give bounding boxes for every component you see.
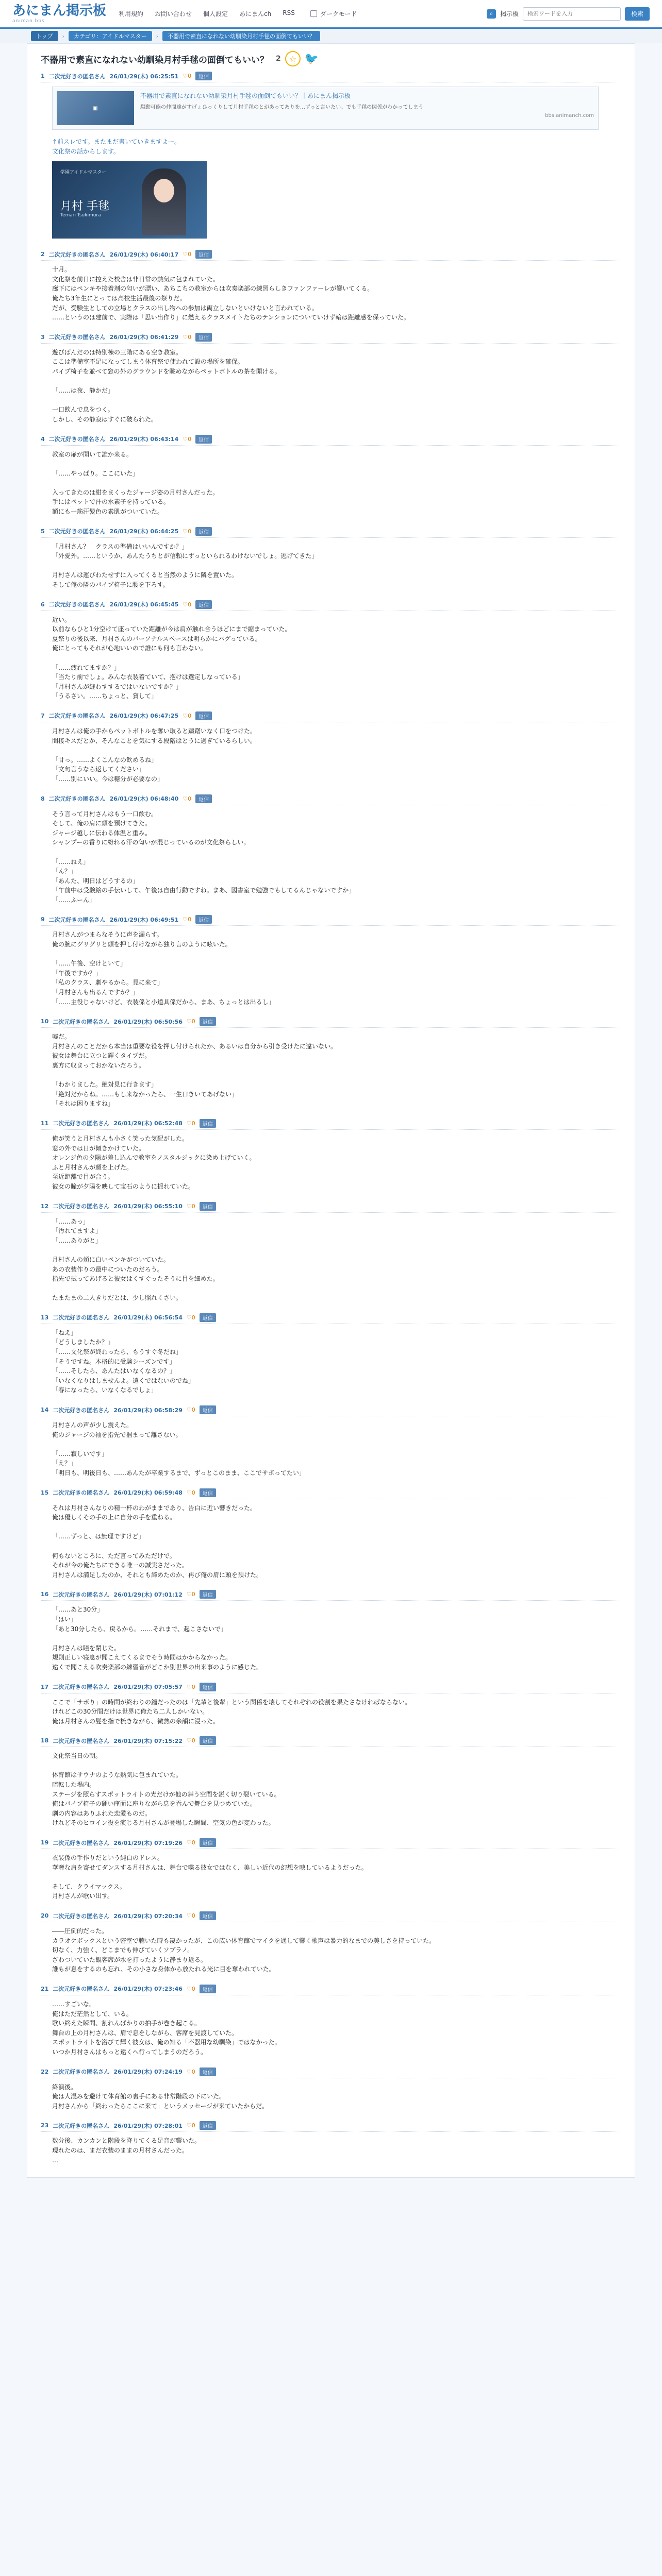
reply-button[interactable]: 返信 <box>195 527 212 536</box>
post-body: 遊びばんだのは特別棟の三階にある空き教室。 ここは準備室不足になってしまう体育祭で使われて設の場所を確保。 パイプ椅子を並べて窓の外のグラウンドを眺めながらペットボトルの茶を開ける。 「……は夜、静かだ」 一口飲んで息をつく。 しかし、その静寂はすぐに破られた。 <box>52 348 281 423</box>
post-number[interactable]: 20 <box>41 1912 49 1919</box>
vote-count[interactable]: ♡0 <box>186 1406 195 1414</box>
vote-value: 0 <box>188 601 192 608</box>
reply-button[interactable]: 返信 <box>200 1590 216 1599</box>
post-header <box>41 711 621 722</box>
vote-count[interactable]: ♡0 <box>186 1683 195 1690</box>
post-number[interactable]: 11 <box>41 1120 49 1127</box>
post-list <box>41 245 621 2170</box>
post <box>41 2062 621 2116</box>
search-button[interactable]: 検索 <box>625 7 650 21</box>
post-header <box>41 435 621 446</box>
nav-terms[interactable]: 利用規約 <box>119 10 144 18</box>
post <box>41 2116 621 2170</box>
post-header <box>41 1488 621 1499</box>
post-header <box>41 72 621 82</box>
search-scope-select[interactable]: 掲示板 <box>500 10 519 18</box>
post-date: 26/01/29(木) 06:50:56 <box>113 1018 183 1025</box>
link-description: 駆動可能の仲間達がすげぇひっくりして月村手毬のとがあってありを…ずっと言いたい。でも手毬の関係がわかってしまう <box>140 105 424 110</box>
vote-count[interactable]: ♡0 <box>186 2068 195 2075</box>
character-image[interactable] <box>52 161 207 239</box>
vote-count[interactable]: ♡0 <box>186 1314 195 1321</box>
reply-button[interactable]: 返信 <box>195 915 212 924</box>
post-body: 嘘だ。 月村さんのことだから本当は重要な役を押し付けられたか、あるいは自分から引き受けたに違いない。 彼女は舞台に立つと輝くタイプだ。 裏方に収まっておかないだろう。 「わかりました。絶対見に行きます」 「絶対だからね。……もし来なかったら、一生口きいてあげない」 「それは困りますね」 <box>52 1033 337 1108</box>
vote-value: 0 <box>191 1912 195 1919</box>
vote-value: 0 <box>191 1683 195 1690</box>
vote-value: 0 <box>191 1839 195 1846</box>
post <box>41 1114 621 1197</box>
post-date: 26/01/29(木) 06:40:17 <box>109 251 179 258</box>
post-header <box>41 1683 621 1693</box>
post <box>41 706 621 789</box>
post-number[interactable]: 22 <box>41 2068 49 2075</box>
poster-name: 二次元好きの匿名さん <box>48 436 106 443</box>
post-date: 26/01/29(木) 07:28:01 <box>113 2122 183 2129</box>
post-body: 文化祭当日の朝。 体育館はサウナのような熱気に包まれていた。 暗転した場内。 ステージを照らすスポットライトの光だけが他の舞う空間を鋭く切り裂いている。 俺はパイプ椅子の硬い座面に座りながら息を吞んで舞台を見つめていた。 劇の内容はありふれた恋愛ものだ。 けれどそのヒロイン役を演じる月村さんが登場した瞬間、空気の色が変わった。 <box>52 1752 280 1827</box>
post-number[interactable]: 15 <box>41 1489 49 1496</box>
post-date: 26/01/29(木) 06:45:45 <box>109 601 179 608</box>
poster-name: 二次元好きの匿名さん <box>53 1018 110 1025</box>
vote-count[interactable]: ♡0 <box>186 1489 195 1496</box>
vote-count[interactable]: ♡0 <box>186 1985 195 1992</box>
post-number[interactable]: 13 <box>41 1314 49 1321</box>
poster-name: 二次元好きの匿名さん <box>53 1912 110 1920</box>
post-date: 26/01/29(木) 06:55:10 <box>113 1203 183 1210</box>
reply-button[interactable]: 返信 <box>200 1911 216 1920</box>
post-date: 26/01/29(木) 06:43:14 <box>109 436 179 443</box>
poster-name: 二次元好きの匿名さん <box>48 601 106 608</box>
post <box>41 328 621 430</box>
post <box>41 1731 621 1833</box>
post-header <box>41 250 621 261</box>
post-number[interactable]: 4 <box>41 435 45 443</box>
post-body: 数分後、カンカンと階段を降りてくる足音が響いた。 現れたのは、まだ衣装のままの月村さんだった。 … <box>52 2137 201 2164</box>
breadcrumb-thread[interactable]: 不器用で素直になれない幼馴染月村手毬の面倒てもいい？ <box>162 31 320 41</box>
vote-value: 0 <box>188 528 192 535</box>
post-body: 「ねえ」 「どうしましたか？」 「……文化祭が終わったら、もうすぐ冬だね」 「そうですね。本格的に受験シーズンです」 「……そしたら、あんたはいなくなるの？」 「いなくなりはしませんよ。遠くではないのでね」 「春になったら、いなくなるでしょ」 <box>52 1329 195 1394</box>
vote-value: 0 <box>188 73 192 79</box>
post-body: 近い。 以前ならひと1分空けて座っていた距離が今は肩が触れ合うほどにまで縮まっていた。 夏祭りの後以来、月村さんのパーソナルスペースは明らかにバグっている。 俺にとってもそれが心地いいので誰にも何も言わない。 「……疲れてますか？」 「当たり前でしょ。みんな衣装着ていて、抱けは選定しなっている」 「月村さんが縫わすするではいないですか？」 「うるさい。……ちょっと、貸して」 <box>52 616 291 700</box>
post-body: 「……あと30分」 「はい」 「あと30分したら、戻るから。……それまで、起こさないで」 月村さんは瞳を閉じた。 規則正しい寝息が聞こえてくるまでそう時間はかからなかった。 遠くで聞こえる吹奏楽部の練習音がどこか別世界の出来事のように感じた。 <box>52 1606 263 1671</box>
twitter-icon[interactable]: 🐦 <box>304 52 319 65</box>
star-icon[interactable]: ☆ <box>285 51 301 66</box>
post-date: 26/01/29(木) 07:24:19 <box>113 2069 183 2076</box>
post-date: 26/01/29(木) 06:44:25 <box>109 528 179 535</box>
post <box>41 595 621 706</box>
vote-count[interactable]: ♡0 <box>183 528 192 535</box>
poster-name: 二次元好きの匿名さん <box>48 251 106 258</box>
poster-name: 二次元好きの匿名さん <box>48 795 106 803</box>
post-header <box>41 1985 621 1995</box>
vote-value: 0 <box>191 1018 195 1025</box>
post-body: 十月。 文化祭を前日に控えた校舎は非日常の熱気に包まれていた。 廊下にはペンキや接着剤の匂いが漂い、あちこちの教室からは吹奏楽部の練習らしきファンファーレが響いてくる。 俺たち3年生にとっては高校生活最後の祭りだ。 だが、受験生としての立場とクラスの出し物への参加は両立しないといけないと言われている。 ……というのは建前で、実際は「思い出作り」に燃えるクラスメイトたちのテンションについていけず輪は距離感を保っていた。 <box>52 266 410 321</box>
post-number[interactable]: 9 <box>41 916 45 923</box>
nav-rss[interactable]: RSS <box>283 9 295 16</box>
breadcrumb <box>0 29 662 43</box>
post <box>41 245 621 328</box>
post-number[interactable]: 17 <box>41 1683 49 1690</box>
post-header <box>41 2121 621 2132</box>
post <box>41 789 621 910</box>
vote-count[interactable]: ♡0 <box>186 2122 195 2129</box>
post-date: 26/01/29(木) 06:58:29 <box>113 1406 183 1414</box>
vote-count[interactable]: ♡0 <box>186 1202 195 1210</box>
thread-container <box>27 43 635 2178</box>
post-header <box>41 333 621 344</box>
reply-button[interactable]: 返信 <box>195 250 212 259</box>
post <box>41 1483 621 1585</box>
post <box>41 1400 621 1483</box>
poster-name: 二次元好きの匿名さん <box>48 713 106 720</box>
post-header <box>41 1313 621 1324</box>
post <box>41 1906 621 1979</box>
post-number[interactable]: 8 <box>41 795 45 802</box>
post <box>41 1677 621 1732</box>
poster-name: 二次元好きの匿名さん <box>48 916 106 923</box>
reply-button[interactable]: 返信 <box>200 1683 216 1691</box>
post-header <box>41 600 621 611</box>
post-date: 26/01/29(木) 07:20:34 <box>113 1912 183 1920</box>
post-number[interactable]: 16 <box>41 1591 49 1598</box>
site-header <box>0 0 662 29</box>
chevron-right-icon: › <box>156 32 159 40</box>
post-number[interactable]: 10 <box>41 1018 49 1025</box>
link-domain: bbs.animanch.com <box>545 113 594 118</box>
search-bar <box>487 7 650 21</box>
post-header <box>41 1590 621 1601</box>
reply-button[interactable]: 返信 <box>200 1838 216 1847</box>
reply-button[interactable]: 返信 <box>200 1313 216 1322</box>
vote-value: 0 <box>191 2122 195 2129</box>
link-title[interactable]: 不器用で素直になれない幼馴染月村手毬の面倒てもいい？｜あにまん掲示板 <box>140 92 351 99</box>
post-number[interactable]: 12 <box>41 1202 49 1210</box>
poster-name: 二次元好きの匿名さん <box>53 2069 110 2076</box>
vote-count[interactable]: ♡0 <box>183 712 192 719</box>
poster-name: 二次元好きの匿名さん <box>53 1591 110 1598</box>
vote-count[interactable]: ♡0 <box>186 1737 195 1744</box>
logo-text: あにまん掲示板 <box>12 3 107 19</box>
nav-settings[interactable]: 個人設定 <box>203 10 228 18</box>
post-body: 「……あっ」 「汚れてますよ」 「……ありがと」 月村さんの頬に白いペンキがついていた。 あの衣装作りの最中についたのだろう。 指先で拭ってあげると彼女はくすぐったそうに目を細めた。 たまたまの二人きりだとは、少し照れくさい。 <box>52 1217 219 1302</box>
post-date: 26/01/29(木) 06:48:40 <box>109 795 179 803</box>
post-op <box>41 66 621 239</box>
post-date: 26/01/29(木) 06:52:48 <box>113 1120 183 1127</box>
link-card[interactable] <box>52 87 599 130</box>
post-date: 26/01/29(木) 07:15:22 <box>113 1737 183 1744</box>
vote-value: 0 <box>191 1985 195 1992</box>
vote-count[interactable]: ♡0 <box>183 601 192 608</box>
vote-value: 0 <box>191 1737 195 1744</box>
post-date: 26/01/29(木) 07:19:26 <box>113 1839 183 1846</box>
post-body: 月村さんの声が少し震えた。 俺のジャージの袖を指先で掴まって離さない。 「……寂しいです」 「え？」 「明日も、明後日も、……あんたが卒業するまで、ずっとこのまま、ここでサボってたい」 <box>52 1421 305 1477</box>
post-header <box>41 1405 621 1416</box>
vote-count[interactable]: ♡0 <box>183 73 192 79</box>
post <box>41 1585 621 1677</box>
reply-button[interactable]: 返信 <box>200 1119 216 1128</box>
image-tag: 学園アイドルマスター <box>60 170 107 176</box>
vote-count[interactable]: ♡0 <box>183 333 192 341</box>
post-number[interactable]: 2 <box>41 251 45 258</box>
site-logo[interactable] <box>12 4 106 24</box>
poster-name: 二次元好きの匿名さん <box>53 1314 110 1321</box>
checkbox-icon[interactable] <box>310 10 317 17</box>
nav-animanch[interactable]: あにまんch <box>239 10 272 18</box>
vote-value: 0 <box>191 2068 195 2075</box>
post-header <box>41 1838 621 1849</box>
post-body: 月村さんは俺の手からペットボトルを奪い取ると躊躇いなく口をつけた。 間接キスだとか、そんなことを気にする段階はとうに過ぎているらしい。 「甘っ。……よくこんなの飲めるね」 「文句言うなら返してください」 「……別にいい。今は糖分が必要なの」 <box>52 727 257 783</box>
reply-button[interactable]: 返信 <box>200 1985 216 1993</box>
post-date: 26/01/29(木) 06:49:51 <box>109 916 179 923</box>
post-number[interactable]: 5 <box>41 528 45 535</box>
poster-name: 二次元好きの匿名さん <box>53 1203 110 1210</box>
vote-count[interactable]: ♡0 <box>186 1120 195 1127</box>
reply-button[interactable]: 返信 <box>195 435 212 444</box>
post-header <box>41 915 621 926</box>
post-number[interactable]: 6 <box>41 601 45 608</box>
character-face <box>154 179 174 202</box>
post-number[interactable]: 18 <box>41 1737 49 1744</box>
poster-name: 二次元好きの匿名さん <box>53 1120 110 1127</box>
post <box>41 522 621 595</box>
vote-value: 0 <box>188 251 192 258</box>
logo-subtitle: animan bbs <box>12 18 45 24</box>
vote-value: 0 <box>188 795 192 802</box>
post-body: 「月村さん？ クラスの準備はいいんですか？」 「外愛外。……というか、あんたうちとが信頼にずっといられるわけないでしょ。逃げてきた」 月村さんは運びわたせずに入ってくると当然のように隣を置いた。 そして俺の隣のパイプ椅子に腰を下ろす。 <box>52 543 318 589</box>
post-body: 月村さんがつまらなそうに声を漏らす。 俺の腕にグリグリと頭を押し付けながら独り言のように呟いた。 「……午後、空けといて」 「午後ですか？」 「私のクラス、劇やるから。見に来て」 「月村さんも出るんですか？」 「……主役じゃないけど、衣装係と小道具係だから、まあ、ちょっとは出るし」 <box>52 931 275 1006</box>
vote-value: 0 <box>191 1314 195 1321</box>
thread-title-text: 不器用で素直になれない幼馴染月村手毬の面倒てもいい？ <box>41 55 269 65</box>
poster-name: 二次元好きの匿名さん <box>53 1406 110 1414</box>
post-date: 26/01/29(木) 07:01:12 <box>113 1591 183 1598</box>
poster-name: 二次元好きの匿名さん <box>53 1684 110 1690</box>
post <box>41 1197 621 1308</box>
post-date: 26/01/29(木) 06:56:54 <box>113 1314 183 1321</box>
vote-count[interactable]: ♡0 <box>183 795 192 802</box>
dark-mode-label: ダークモード <box>320 10 357 18</box>
vote-count[interactable]: ♡0 <box>183 435 192 443</box>
search-icon: ⌕ <box>487 9 496 19</box>
vote-count[interactable]: ♡0 <box>186 1018 195 1025</box>
post-date: 26/01/29(木) 06:25:51 <box>109 73 179 80</box>
reply-button[interactable]: 返信 <box>195 72 212 80</box>
reply-button[interactable]: 返信 <box>195 794 212 803</box>
breadcrumb-category[interactable]: カテゴリ：アイドルマスター <box>69 31 152 41</box>
vote-value: 0 <box>191 1406 195 1414</box>
post-body: 俺が笑うと月村さんも小さく笑った気配がした。 窓の外では日が傾きかけていた。 オレンジ色の夕陽が差し込んで教室をノスタルジックに染め上げていく。 ふと月村さんが顔を上げた。 至近距離で目が合う。 彼女の瞳が夕陽を映して宝石のように揺れていた。 <box>52 1134 256 1190</box>
reply-button[interactable]: 返信 <box>200 2121 216 2130</box>
post-body: 教室の扉が開いて誰か来る。 「……やっぱり。ここにいた」 入ってきたのは紺をまくったジャージ姿の月村さんだった。 手にはペットで汗の水素子を持っている。 額にも一筋汗髪色の素肌がついていた。 <box>52 450 219 516</box>
post-number[interactable]: 14 <box>41 1406 49 1414</box>
poster-name: 二次元好きの匿名さん <box>48 528 106 535</box>
image-icon: ▣ <box>93 105 98 111</box>
poster-name: 二次元好きの匿名さん <box>53 2122 110 2129</box>
post-header <box>41 1017 621 1028</box>
post <box>41 1833 621 1906</box>
post-date: 26/01/29(木) 06:41:29 <box>109 334 179 341</box>
post-body: それは月村さんなりの精一杯のわがままであり、告白に近い響きだった。 俺は優しくその手の上に自分の手を重ねる。 「……ずっと、は無理ですけど」 何もないところに、ただ言ってみただけで。 それが今の俺たちにできる唯一の誠実さだった。 月村さんは満足したのか、それとも諦めたのか、再び俺の肩に頭を預けた。 <box>52 1504 263 1579</box>
vote-value: 0 <box>188 916 192 923</box>
vote-value: 0 <box>191 1591 195 1598</box>
vote-value: 0 <box>188 333 192 341</box>
vote-count[interactable]: ♡0 <box>183 916 192 923</box>
post-body: 衣装係の手作りだという純白のドレス。 華奢な肩を寄せてダンスする月村さんは、舞台で喋る彼女ではなく、美しい近代の幻想を映しているようだった。 そして、クライマックス。 月村さんが歌い出す。 <box>52 1854 368 1900</box>
thread-count: 2 <box>276 55 281 63</box>
poster-name: 二次元好きの匿名さん <box>53 1489 110 1497</box>
post-header <box>41 2067 621 2078</box>
vote-value: 0 <box>191 1489 195 1496</box>
vote-value: 0 <box>191 1202 195 1210</box>
post-date: 26/01/29(木) 06:59:48 <box>113 1489 183 1497</box>
image-character-name: 月村 手毬 <box>60 200 109 213</box>
reply-button[interactable]: 返信 <box>200 1202 216 1211</box>
post <box>41 430 621 522</box>
link-thumbnail <box>57 91 134 125</box>
post-date: 26/01/29(木) 06:47:25 <box>109 713 179 720</box>
post <box>41 1012 621 1114</box>
post-header <box>41 1736 621 1747</box>
search-input[interactable] <box>523 7 621 21</box>
post <box>41 1979 621 2062</box>
post-body: そう言って月村さんはもう一口飲む。 そして、俺の肩に頭を預けてきた。 ジャージ越しに伝わる体温と重み。 シャンプーの香りに紛れる汗の匂いが混じっているのが文化祭らしい。 「……ねえ」 「ん？」 「あんた、明日はどうするの」 「午前中は受験絵の手伝いして、午後は自由行動ですね。まあ、図書室で勉強でもしてるんじゃないですか」 「……ふーん」 <box>52 810 355 904</box>
poster-name: 二次元好きの匿名さん <box>53 1986 110 1993</box>
reply-button[interactable]: 返信 <box>195 711 212 720</box>
image-character-name-en: Temari Tsukimura <box>60 213 101 218</box>
vote-count[interactable]: ♡0 <box>186 1839 195 1846</box>
post-number[interactable]: 7 <box>41 712 45 719</box>
post-header <box>41 1119 621 1130</box>
vote-count[interactable]: ♡0 <box>186 1591 195 1598</box>
post-body: ここで「サボり」の時間が終わりの鐘だったのは「先輩と後輩」という関係を壊してそれぞれの役割を果たさなければならない。 けれどこの30分間だけは世界に俺たち二人しかいない。 俺は月村さんの髪を指で梳きながら、微熱の余韻に浸った。 <box>52 1698 411 1725</box>
link-info <box>140 91 594 125</box>
post-body: 終演後。 俺は人混みを避けて体育館の裏手にある非常階段の下にいた。 月村さんから「終わったらここに来て」というメッセージが来ていたからだ。 <box>52 2083 269 2110</box>
reply-button[interactable]: 返信 <box>195 600 212 609</box>
reply-button[interactable]: 返信 <box>200 1405 216 1414</box>
post-date: 26/01/29(木) 07:23:46 <box>113 1986 183 1993</box>
post-number[interactable]: 21 <box>41 1985 49 1992</box>
poster-name: 二次元好きの匿名さん <box>48 73 106 80</box>
post-header <box>41 1911 621 1922</box>
post-body: ……すごいな。 俺はただ茫然として、いる。 歌い終えた瞬間、割れんばかりの拍手が巻き起こる。 舞台の上の月村さんは、肩で息をしながら、客席を見渡していた。 スポットライトを浴びて輝く彼女は、俺の知る「不器用な幼馴染」ではなかった。 いつか月村さんはもっと遠くへ行ってしまうのだろう。 <box>52 2000 281 2056</box>
poster-name: 二次元好きの匿名さん <box>53 1737 110 1744</box>
thread-title <box>41 51 621 66</box>
reply-button[interactable]: 返信 <box>200 1488 216 1497</box>
reply-button[interactable]: 返信 <box>200 1017 216 1026</box>
post-date: 26/01/29(木) 07:05:57 <box>113 1684 183 1690</box>
post-header <box>41 794 621 805</box>
reply-button[interactable]: 返信 <box>200 2067 216 2076</box>
vote-count[interactable]: ♡0 <box>183 251 192 258</box>
vote-count[interactable]: ♡0 <box>186 1912 195 1919</box>
chevron-right-icon: › <box>62 32 65 40</box>
vote-value: 0 <box>188 712 192 719</box>
post-number[interactable]: 3 <box>41 333 45 341</box>
reply-button[interactable]: 返信 <box>195 333 212 342</box>
poster-name: 二次元好きの匿名さん <box>48 334 106 341</box>
post-body: ――圧倒的だった。 カラオケボックスという密室で聴いた時も凄かったが、この広い体育館でマイクを通して響く歌声は暴力的なまでの美しさを持っていた。 切なく、力強く、どこまでも伸びていくソプラノ。 ざわついていた観客席が水を打ったように静まり返る。 誰もが息をするのも忘れ、その小さな身体から放たれる光に目を奪われていた。 <box>52 1927 436 1973</box>
dark-mode-toggle[interactable] <box>310 9 357 18</box>
post-number[interactable]: 19 <box>41 1839 49 1846</box>
breadcrumb-top[interactable]: トップ <box>31 31 58 41</box>
post-number[interactable]: 23 <box>41 2122 49 2129</box>
post <box>41 1308 621 1400</box>
post-number[interactable]: 1 <box>41 73 45 79</box>
post-header <box>41 1202 621 1213</box>
reply-button[interactable]: 返信 <box>200 1736 216 1745</box>
nav-contact[interactable]: お問い合わせ <box>155 10 192 18</box>
op-note: ↑前スレです。またまだ書いていきますよー。 文化祭の話からします。 <box>52 138 180 155</box>
header-nav <box>119 9 295 18</box>
vote-value: 0 <box>191 1120 195 1127</box>
poster-name: 二次元好きの匿名さん <box>53 1839 110 1846</box>
post <box>41 910 621 1012</box>
post-header <box>41 527 621 538</box>
vote-value: 0 <box>188 435 192 443</box>
